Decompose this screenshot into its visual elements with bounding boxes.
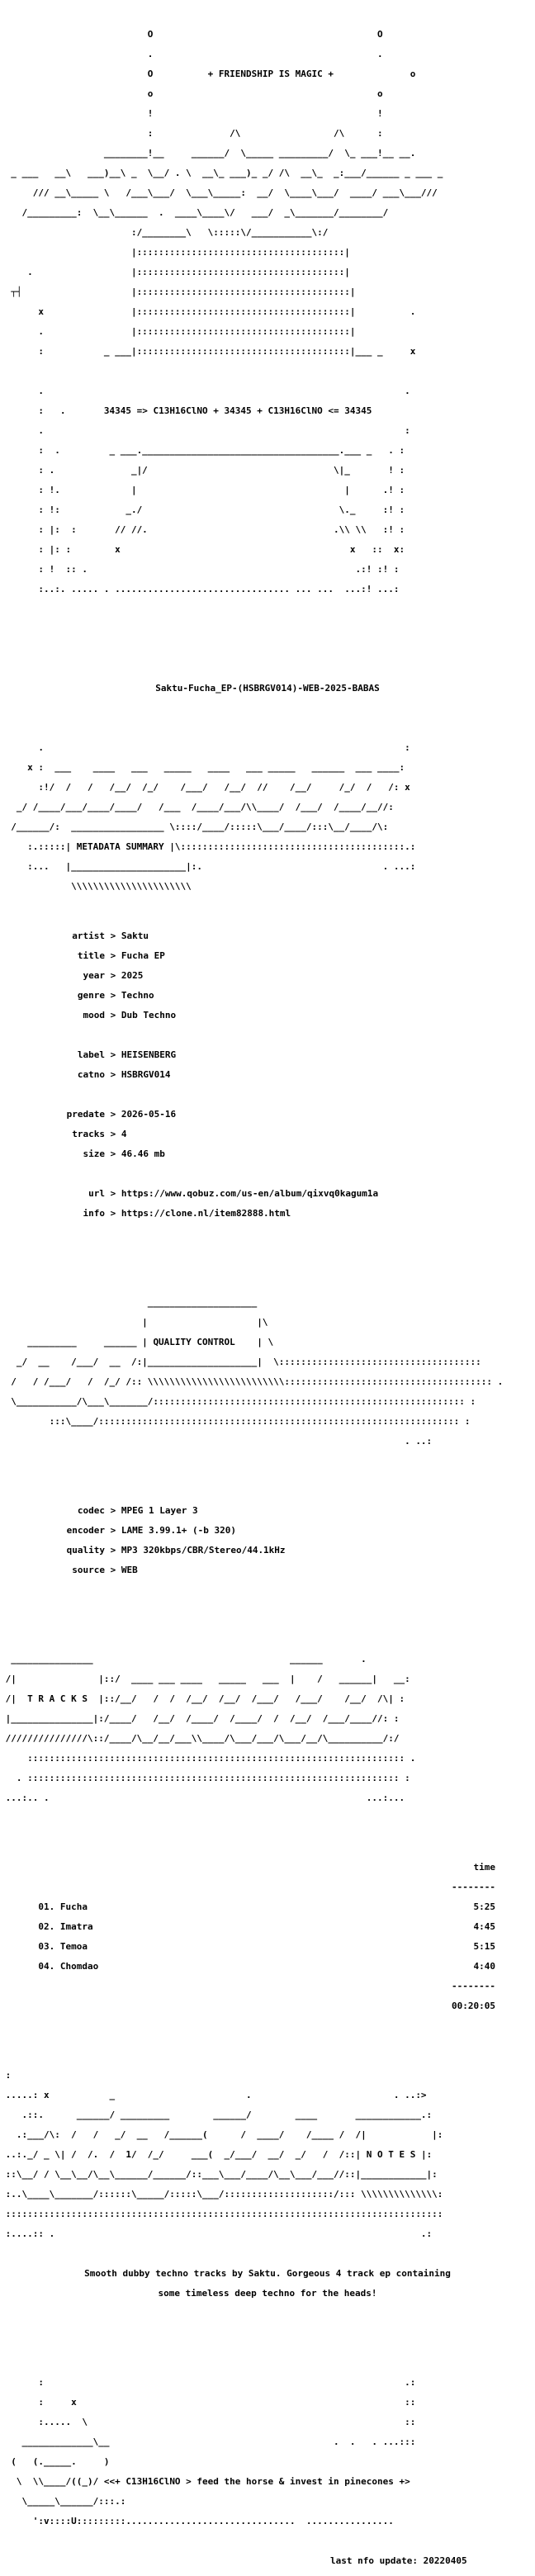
quality-row: codec > MPEG 1 Layer 3 <box>77 1505 198 1516</box>
quality-row: encoder > LAME 3.99.1+ (-b 320) <box>66 1525 236 1536</box>
meta-row: artist > Saktu <box>72 930 149 941</box>
release-name: Saktu-Fucha_EP-(HSBRGV014)-WEB-2025-BABAS <box>155 683 380 694</box>
track-row: 03. Temoa 5:15 <box>38 1941 495 1952</box>
metadata-banner: . : <box>0 742 410 753</box>
time-header-row <box>0 1863 535 1873</box>
total-row <box>0 2001 535 2011</box>
last-update: last nfo update: 20220405 <box>330 2555 467 2566</box>
metadata-title: METADATA SUMMARY <box>76 841 164 852</box>
notes-line-2: some timeless deep techno for the heads! <box>158 2288 377 2299</box>
header-title: + FRIENDSHIP IS MAGIC + <box>207 69 334 79</box>
meta-row: tracks > 4 <box>72 1129 127 1139</box>
meta-row-url: url > https://www.qobuz.com/us-en/album/qixvq0kagum1a <box>88 1188 379 1199</box>
total-time: 00:20:05 <box>452 2001 495 2011</box>
track-row: 04. Chomdao 4:40 <box>38 1961 495 1972</box>
track-row: 01. Fucha 5:25 <box>38 1901 495 1912</box>
quality-row: source > WEB <box>72 1565 138 1575</box>
meta-row: label > HEISENBERG <box>77 1049 177 1060</box>
meta-row: genre > Techno <box>77 990 154 1001</box>
url-link[interactable]: https://www.qobuz.com/us-en/album/qixvq0kagum1a <box>121 1188 379 1199</box>
time-header: time <box>473 1862 495 1873</box>
quality-banner: ____________________ <box>0 1297 258 1308</box>
nfo-document: O O . . O + FRIENDSHIP IS MAGIC + o o o ! ! : /\ /\ : ________!__ ______/ \_____ _________/ \_ ___!__ __. _ ___ __\ ___)__\ _ \__/ . \ __\_ ___)_ _/ /\ __\_ _:___/______ _ ___ _ /// __\_____ \ /___\___/ \___\_____: __/ \____\___/ ____/ ___\___/// /_________: \__\______ . ____\____\/ ___/ _\_______/________/ :/________\ \:::::\/___________\:/ |::::::::::::::::::::::::::::::::::::::| . |::::::::::::::::::::::::::::::::::::::| ┬┤ |:::::::::::::::::::::::::::::::::::::::| x |:::::::::::::::::::::::::::::::::::::::| . . |:::::::::::::::::::::::::::::::::::::::| : _ ___|:::::::::::::::::::::::::::::::::::::::|___ _ x . . : . 34345 => C13H16ClNO + 34345 + C13H16ClNO <= 34345 . : : . _ ___.____________________________________.___ _ . : : . _|/ \|_ ! : : !. | | .! : : !: _./ \._ :! : : |: : // //. .\\ \\ :! : : |: : x x :: x: : ! :: . .:! :! : :..:. ..... . ................................ ... ... ...:! ...: Saktu-Fucha_EP-(HSBRGV014)-WEB-2025-BABAS . : x : ___ ____ ___ _____ ____ ___ _____ ______ ___ ____: :!/ / / /__/ /_/ /___/ /__/ // /__/ /_/ / /: x _/ /____/___/____/____/ /___ /____/___/\\____/ /___/ /____/__//: /______/: _________________ \::::/____/:::::\___/____/:::\__/____/\: :.:::::| METADATA SUMMARY |\:::::::::::::::::::::::::::::::::::::::::.: :... |_____________________|:. . ...: \\\\\\\\\\\\\\\\\\\\\\ artist > Saktu title > Fucha EP year > 2025 genre > Techno mood > Dub Techno label > HEISENBERG catno > HSBRGV014 predate > 2026-05-16 tracks > 4 size > 46.46 mb url > https://www.qobuz.com/us-en/album/qixvq0kagum1a info > https://clone.nl/item82888.html ____________________ | |\ _________ ______ | QUALITY CONTROL | \ _/ __ /___/ __ /:|____________________| \::::::::::::::::::::::::::::::::::::: / / /___/ / /_/ /:: \\\\\\\\\\\\\\\\\\\\\\\\\:::::::::::::::::::::::::::::::::::::: . \___________/\___\_______/::::::::::::::::::::::::::::::::::::::::::::::::::::::::: : :::\____/:::::::::::::::::::::::::::::::::::::::::::::::::::::::::::::::::: : . ..: codec > MPEG 1 Layer 3 encoder > LAME 3.99.1+ (-b 320) quality > MP3 320kbps/CBR/Stereo/44.1kHz source > WEB _______________ ______ . /| |::/ ____ ___ ____ _____ ___ | / ______| __: /| T R A C K S |::/__/ / / /__/ /__/ /___/ /___/ /__/ /\| : |_______________|:/____/ /__/ /____/ /____/ / /__/ /___/____//: : ///////////////\::/____/\__/__/___\\____/\___/___/\___/__/\__________/:/ ::::::::::::::::::::::::::::::::::::::::::::::::::::::::::::::::::::: . . :::::::::::::::::::::::::::::::::::::::::::::::::::::::::::::::::::: : ...:.. . ...:... time -------- 01. Fucha 5:25 02. Imatra 4:45 03. Temoa 5:15 04. Chomdao 4:40 -------- 00:20:05 : .....: x _ . . ..:> .::. ______/ _________ ______/ ____ ____________.: .:___/\: / / _/ __ /______( / ____/ /____ / /| |: ..:._/ _ \| / /. / 1/ /_/ ___( _/___/ __/ _/ / /::| N O T E S |: ::\__/ / \__\__/\__\______/______/::___\___/____/\__\___/___//::|____________|: :..\____\_______/::::::\_____/:::::\___/::::::::::::::::::::/::: \\\\\\\\\\\\\\: :::::::::::::::::::::::::::::::::::::::::::::::::::::::::::::::::::::::::::::::: :....:: . .: Smooth dubby techno tracks by Saktu. Gorgeous 4 track ep containing some timeless deep techno for the heads! : .: : x :: :..... \ :: _____________\__ . . . ...::: ( (._____. ) \ \\____/((_)/ <<+ C13H16ClNO > feed the horse & invest in pinecones +> \_____\______/:::.: ':v::::U:::::::::............................... ................ last nfo update: 20220405 <box>0 0 535 2576</box>
tracks-title: T R A C K S <box>27 1693 88 1704</box>
meta-row: title > Fucha EP <box>77 950 165 961</box>
meta-row: mood > Dub Techno <box>83 1010 177 1020</box>
update-row <box>0 2556 535 2566</box>
info-link[interactable]: https://clone.nl/item82888.html <box>121 1208 291 1219</box>
tracks-banner: _______________ ______ . <box>0 1654 367 1664</box>
meta-row: predate > 2026-05-16 <box>66 1109 177 1120</box>
time-rule-row: -------- <box>452 1882 495 1892</box>
track-row: 02. Imatra 4:45 <box>38 1921 495 1932</box>
footer-art: : .: <box>0 2377 416 2388</box>
meta-row: year > 2025 <box>83 970 144 981</box>
meta-row: size > 46.46 mb <box>83 1148 165 1159</box>
meta-row: catno > HSBRGV014 <box>77 1069 171 1080</box>
quality-title: QUALITY CONTROL <box>153 1337 235 1347</box>
footer-tagline: <<+ C13H16ClNO > feed the horse & invest in pinecones +> <box>103 2476 410 2487</box>
total-rule-row: -------- <box>452 1981 495 1991</box>
quality-row: quality > MP3 320kbps/CBR/Stereo/44.1kHz <box>66 1545 286 1556</box>
notes-banner: : <box>0 2070 12 2081</box>
notes-title: N O T E S <box>366 2149 416 2160</box>
notes-line-1: Smooth dubby techno tracks by Saktu. Gorgeous 4 track ep containing <box>84 2268 451 2279</box>
header-art: O O <box>0 29 383 40</box>
meta-row-info: info > https://clone.nl/item82888.html <box>83 1208 291 1219</box>
formula-line: 34345 => C13H16ClNO + 34345 + C13H16ClNO <= 34345 <box>103 405 372 416</box>
